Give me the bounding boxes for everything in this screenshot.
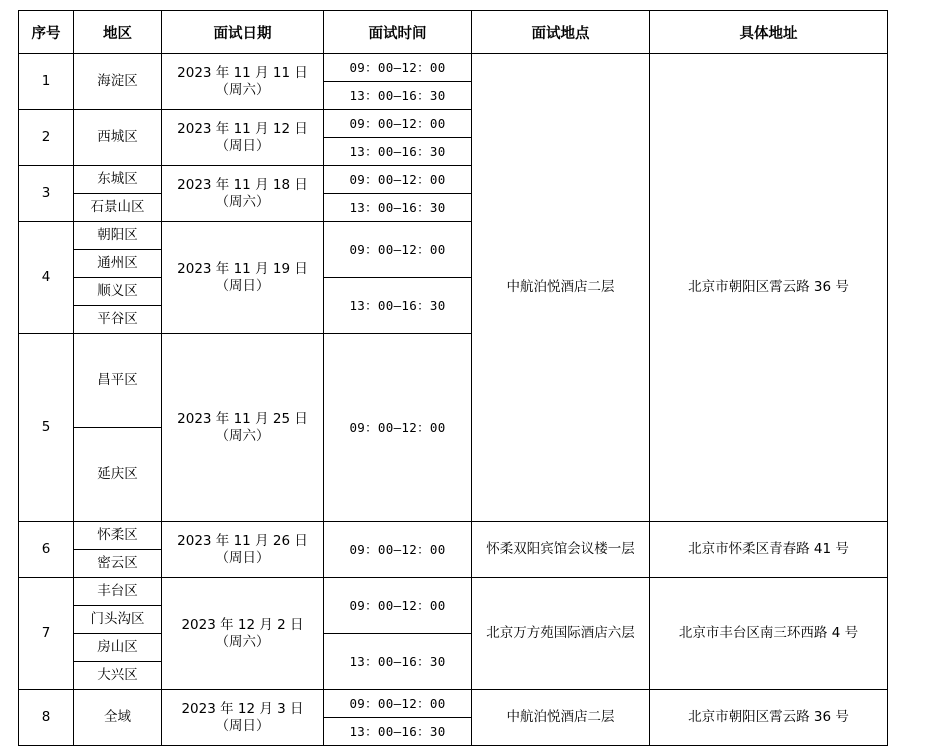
venue-text: 中航泊悦酒店二层 — [506, 709, 615, 725]
time-cell: 09：00—12：00 — [324, 222, 472, 278]
seq-cell: 4 — [19, 222, 74, 334]
district-cell: 石景山区 — [74, 194, 162, 222]
seq-cell: 8 — [19, 690, 74, 746]
weekday-text: （周六） — [215, 427, 270, 444]
weekday-text: （周六） — [215, 193, 270, 210]
date-cell — [162, 110, 324, 166]
time-cell: 09：00—12：00 — [324, 690, 472, 718]
time-cell: 13：00—16：30 — [324, 634, 472, 690]
venue-cell — [472, 54, 650, 522]
header-venue: 面试地点 — [472, 11, 650, 54]
date-text: 2023 年 12 月 2 日 — [181, 616, 304, 633]
time-cell: 09：00—12：00 — [324, 522, 472, 578]
table-row — [19, 54, 888, 82]
table-header-row — [19, 11, 888, 54]
header-seq: 序号 — [19, 11, 74, 54]
table-row — [19, 578, 888, 606]
district-cell: 西城区 — [74, 110, 162, 166]
header-address: 具体地址 — [650, 11, 888, 54]
district-cell: 全域 — [74, 690, 162, 746]
date-cell — [162, 690, 324, 746]
interview-schedule-table — [18, 10, 888, 746]
address-cell: 北京市怀柔区青春路 41 号 — [650, 522, 888, 578]
weekday-text: （周日） — [215, 137, 270, 154]
header-date: 面试日期 — [162, 11, 324, 54]
venue-text: 怀柔双阳宾馆会议楼一层 — [486, 541, 635, 557]
seq-cell: 3 — [19, 166, 74, 222]
date-text: 2023 年 12 月 3 日 — [181, 700, 304, 717]
district-cell: 延庆区 — [74, 428, 162, 522]
header-time: 面试时间 — [324, 11, 472, 54]
time-cell: 09：00—12：00 — [324, 578, 472, 634]
time-cell: 13：00—16：30 — [324, 278, 472, 334]
district-cell: 平谷区 — [74, 306, 162, 334]
seq-cell: 1 — [19, 54, 74, 110]
district-cell: 房山区 — [74, 634, 162, 662]
district-cell: 顺义区 — [74, 278, 162, 306]
seq-cell: 2 — [19, 110, 74, 166]
date-cell — [162, 166, 324, 222]
district-cell: 大兴区 — [74, 662, 162, 690]
date-text: 2023 年 11 月 26 日 — [177, 532, 308, 549]
district-cell: 怀柔区 — [74, 522, 162, 550]
time-cell: 09：00—12：00 — [324, 334, 472, 522]
weekday-text: （周六） — [215, 633, 270, 650]
venue-cell — [472, 690, 650, 746]
time-cell: 13：00—16：30 — [324, 138, 472, 166]
venue-text: 中航泊悦酒店二层 — [506, 279, 615, 295]
time-cell: 13：00—16：30 — [324, 82, 472, 110]
date-text: 2023 年 11 月 12 日 — [177, 120, 308, 137]
date-cell — [162, 54, 324, 110]
district-cell: 密云区 — [74, 550, 162, 578]
weekday-text: （周六） — [215, 81, 270, 98]
seq-cell: 7 — [19, 578, 74, 690]
weekday-text: （周日） — [215, 549, 270, 566]
date-text: 2023 年 11 月 18 日 — [177, 176, 308, 193]
district-cell: 海淀区 — [74, 54, 162, 110]
district-cell: 丰台区 — [74, 578, 162, 606]
weekday-text: （周日） — [215, 717, 270, 734]
time-cell: 09：00—12：00 — [324, 110, 472, 138]
date-text: 2023 年 11 月 19 日 — [177, 260, 308, 277]
address-cell: 北京市朝阳区霄云路 36 号 — [650, 54, 888, 522]
date-cell — [162, 222, 324, 334]
venue-cell — [472, 522, 650, 578]
venue-text: 北京万方苑国际酒店六层 — [486, 625, 635, 641]
header-district: 地区 — [74, 11, 162, 54]
table-row — [19, 522, 888, 550]
date-text: 2023 年 11 月 11 日 — [177, 64, 308, 81]
weekday-text: （周日） — [215, 277, 270, 294]
time-cell: 13：00—16：30 — [324, 718, 472, 746]
seq-cell: 6 — [19, 522, 74, 578]
district-cell: 昌平区 — [74, 334, 162, 428]
address-cell: 北京市朝阳区霄云路 36 号 — [650, 690, 888, 746]
table-row — [19, 690, 888, 718]
date-text: 2023 年 11 月 25 日 — [177, 410, 308, 427]
date-cell — [162, 334, 324, 522]
time-cell: 09：00—12：00 — [324, 54, 472, 82]
date-cell — [162, 522, 324, 578]
time-cell: 09：00—12：00 — [324, 166, 472, 194]
district-cell: 朝阳区 — [74, 222, 162, 250]
district-cell: 东城区 — [74, 166, 162, 194]
seq-cell: 5 — [19, 334, 74, 522]
district-cell: 通州区 — [74, 250, 162, 278]
address-cell: 北京市丰台区南三环西路 4 号 — [650, 578, 888, 690]
district-cell: 门头沟区 — [74, 606, 162, 634]
time-cell: 13：00—16：30 — [324, 194, 472, 222]
